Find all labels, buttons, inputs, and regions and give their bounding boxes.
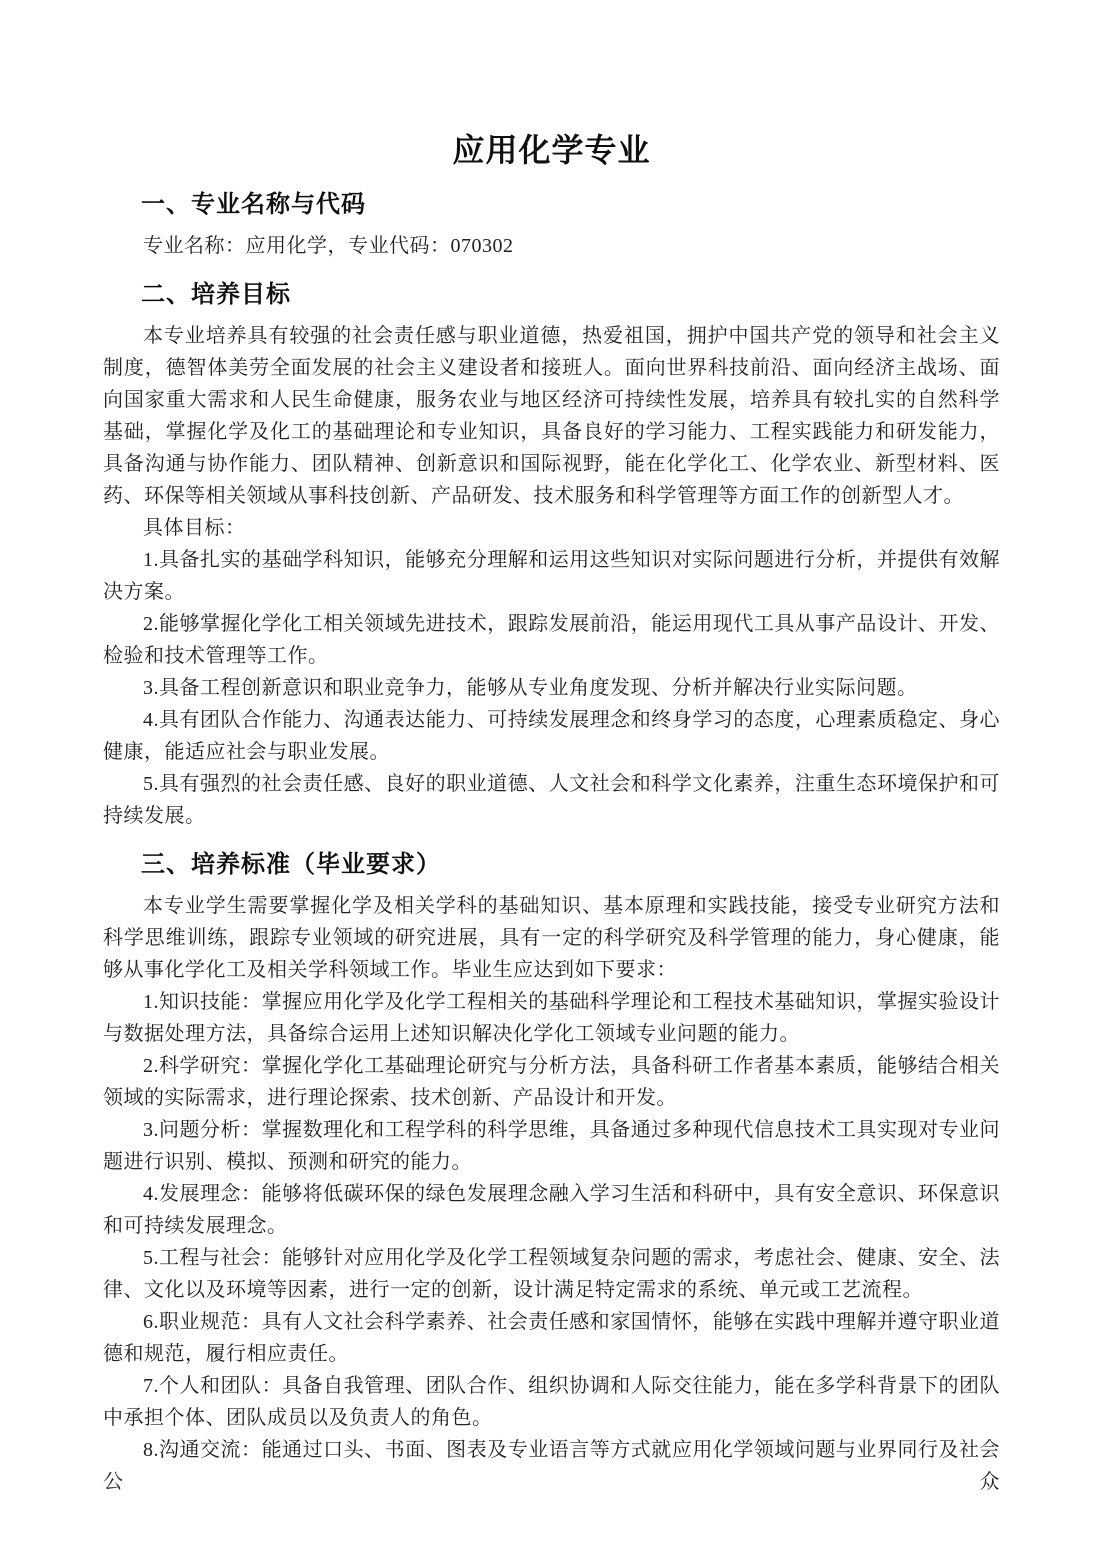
section-heading-major-name-and-code: 一、专业名称与代码 <box>141 191 366 218</box>
paragraph-requirement-4-development-concept: 4.发展理念：能够将低碳环保的绿色发展理念融入学习生活和科研中，具有安全意识、环保意识和可持续发展理念。 <box>103 1183 1000 1237</box>
section-training-standards <box>103 850 1000 1498</box>
paragraph-requirement-7-individual-and-team: 7.个人和团队：具备自我管理、团队合作、组织协调和人际交往能力，能在多学科背景下的团队中承担个体、团队成员以及负责人的角色。 <box>103 1375 1000 1429</box>
section-heading-training-standards: 三、培养标准（毕业要求） <box>141 851 441 878</box>
paragraph-goal-2: 2.能够掌握化学化工相关领域先进技术，跟踪发展前沿，能运用现代工具从事产品设计、开发、检验和技术管理等工作。 <box>103 613 1000 667</box>
paragraph-requirement-3-problem-analysis: 3.问题分析：掌握数理化和工程学科的科学思维，具备通过多种现代信息技术工具实现对专业问题进行识别、模拟、预测和研究的能力。 <box>103 1119 1000 1173</box>
paragraph-requirement-2-scientific-research: 2.科学研究：掌握化学化工基础理论研究与分析方法，具备科研工作者基本素质，能够结合相关领域的实际需求，进行理论探索、技术创新、产品设计和开发。 <box>103 1055 1000 1109</box>
paragraph-goal-4: 4.具有团队合作能力、沟通表达能力、可持续发展理念和终身学习的态度，心理素质稳定、身心健康，能适应社会与职业发展。 <box>103 709 1000 763</box>
document-title: 应用化学专业 <box>452 132 651 168</box>
paragraph-objectives-intro: 本专业培养具有较强的社会责任感与职业道德，热爱祖国，拥护中国共产党的领导和社会主义制度，德智体美劳全面发展的社会主义建设者和接班人。面向世界科技前沿、面向经济主战场、面向国家重大需求和人民生命健康，服务农业与地区经济可持续性发展，培养具有较扎实的自然科学基础，掌握化学及化工的基础理论和专业知识，具备良好的学习能力、工程实践能力和研发能力，具备沟通与协作能力、团队精神、创新意识和国际视野，能在化学化工、化学农业、新型材料、医药、环保等相关领域从事科技创新、产品研发、技术服务和科学管理等方面工作的创新型人才。 <box>103 325 1000 507</box>
paragraph-requirement-6-professional-norms: 6.职业规范：具有人文社会科学素养、社会责任感和家国情怀，能够在实践中理解并遵守职业道德和规范，履行相应责任。 <box>103 1311 1000 1365</box>
section-training-objectives <box>103 280 1000 832</box>
paragraph-standards-intro: 本专业学生需要掌握化学及相关学科的基础知识、基本原理和实践技能，接受专业研究方法和科学思维训练，跟踪专业领域的研究进展，具有一定的科学研究及科学管理的能力，身心健康，能够从事化学化工及相关学科领域工作。毕业生应达到如下要求： <box>103 895 1000 981</box>
section-heading-training-objectives: 二、培养目标 <box>141 281 291 308</box>
paragraph-major-name-and-code: 专业名称：应用化学，专业代码：070302 <box>143 235 514 257</box>
paragraph-requirement-1-knowledge-skills: 1.知识技能：掌握应用化学及化学工程相关的基础科学理论和工程技术基础知识，掌握实验设计与数据处理方法，具备综合运用上述知识解决化学化工领域专业问题的能力。 <box>103 991 1000 1045</box>
paragraph-goal-1: 1.具备扎实的基础学科知识，能够充分理解和运用这些知识对实际问题进行分析，并提供有效解决方案。 <box>103 549 1000 603</box>
paragraph-goal-5: 5.具有强烈的社会责任感、良好的职业道德、人文社会和科学文化素养，注重生态环境保护和可持续发展。 <box>103 773 1000 827</box>
section-major-name-and-code <box>103 190 1000 262</box>
paragraph-requirement-8-communication: 8.沟通交流：能通过口头、书面、图表及专业语言等方式就应用化学领域问题与业界同行及社会公众 <box>103 1439 1000 1493</box>
paragraph-goal-3: 3.具备工程创新意识和职业竞争力，能够从专业角度发现、分析并解决行业实际问题。 <box>143 677 918 699</box>
paragraph-requirement-5-engineering-and-society: 5.工程与社会：能够针对应用化学及化学工程领域复杂问题的需求，考虑社会、健康、安全、法律、文化以及环境等因素，进行一定的创新，设计满足特定需求的系统、单元或工艺流程。 <box>103 1247 1000 1301</box>
paragraph-specific-goals-label: 具体目标： <box>143 517 246 539</box>
